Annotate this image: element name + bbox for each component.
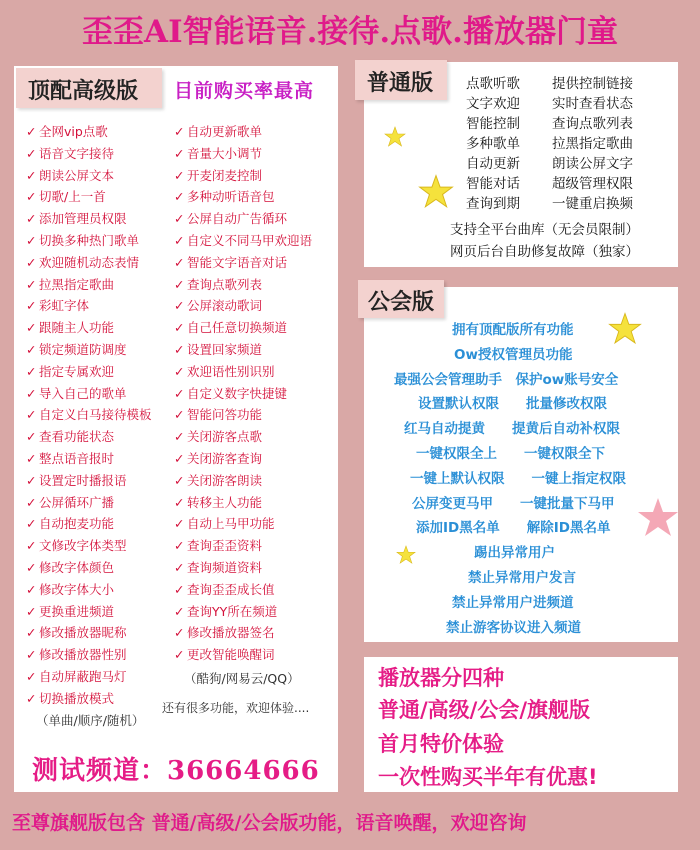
premium-feature-item — [174, 274, 312, 296]
premium-feature-item — [174, 121, 312, 143]
check-icon: ✓ — [26, 363, 37, 379]
check-icon: ✓ — [26, 145, 37, 161]
pink-star-icon — [636, 496, 680, 540]
guild-feature-line: 拥有顶配版所有功能 — [452, 322, 574, 338]
premium-feature-label: 添加管理员权限 — [39, 211, 127, 227]
premium-feature-label: 公屏滚动歌词 — [187, 298, 263, 314]
normal-feature-item: 多种歌单 — [466, 136, 520, 152]
player-types-line-4: 一次性购买半年有优惠! — [378, 765, 598, 789]
premium-feature-label: 彩虹字体 — [39, 298, 90, 314]
premium-feature-item — [26, 470, 152, 492]
premium-feature-item — [174, 230, 312, 252]
premium-feature-label: 设置回家频道 — [187, 341, 263, 357]
more-features-note: 还有很多功能，欢迎体验.... — [162, 701, 310, 715]
premium-feature-list-a — [26, 121, 152, 731]
premium-feature-item — [26, 535, 152, 557]
check-icon: ✓ — [174, 516, 185, 532]
premium-feature-item — [26, 426, 152, 448]
check-icon: ✓ — [174, 472, 185, 488]
premium-feature-label: （酷狗/网易云/QQ） — [184, 670, 300, 686]
premium-tab-label: 顶配高级版 — [16, 68, 162, 108]
premium-feature-item — [174, 557, 312, 579]
check-icon: ✓ — [174, 254, 185, 270]
premium-feature-item — [174, 513, 312, 535]
normal-feature-item: 智能控制 — [466, 116, 520, 132]
premium-feature-label: 切歌/上一首 — [39, 189, 106, 205]
guild-feature-line: 踢出异常用户 — [474, 545, 555, 562]
check-icon: ✓ — [174, 625, 185, 641]
normal-line-2: 网页后台自助修复故障（独家） — [450, 244, 639, 260]
check-icon: ✓ — [174, 407, 185, 423]
check-icon: ✓ — [174, 145, 185, 161]
premium-feature-item — [26, 404, 152, 426]
premium-feature-item — [174, 426, 312, 448]
check-icon: ✓ — [174, 538, 185, 554]
check-icon: ✓ — [174, 385, 185, 401]
yellow-star-icon — [608, 312, 642, 346]
premium-feature-item — [26, 361, 152, 383]
normal-feature-item: 文字欢迎 — [466, 96, 520, 112]
normal-feature-item: 朗读公屏文字 — [552, 156, 633, 172]
premium-feature-label: 自动屏蔽跑马灯 — [39, 668, 127, 684]
check-icon: ✓ — [26, 298, 37, 314]
premium-feature-label: 切换播放模式 — [39, 690, 115, 706]
premium-feature-label: 关闭游客朗读 — [187, 472, 263, 488]
premium-feature-item — [26, 601, 152, 623]
normal-feature-item: 查询点歌列表 — [552, 116, 633, 132]
normal-feature-item: 拉黑指定歌曲 — [552, 136, 633, 152]
premium-feature-label: 开麦闭麦控制 — [187, 167, 263, 183]
premium-feature-label: 自动更新歌单 — [187, 124, 263, 139]
premium-feature-item — [174, 404, 312, 426]
guild-feature-line: 红马自动提黄 提黄后自动补权限 — [404, 421, 620, 438]
premium-feature-item — [26, 143, 152, 165]
premium-feature-label: 欢迎语性别识别 — [187, 363, 275, 379]
premium-feature-label: 修改播放器性别 — [39, 647, 127, 663]
premium-feature-label: 锁定频道防调度 — [39, 341, 127, 357]
check-icon: ✓ — [26, 429, 37, 445]
check-icon: ✓ — [174, 429, 185, 445]
guild-tab-label: 公会版 — [358, 280, 444, 318]
premium-feature-item — [174, 622, 312, 644]
check-icon: ✓ — [174, 124, 185, 139]
guild-feature-line: 禁止异常用户发言 — [468, 570, 576, 586]
premium-feature-label: 指定专属欢迎 — [39, 363, 115, 379]
premium-feature-label: 转移主人功能 — [187, 494, 263, 510]
check-icon: ✓ — [174, 211, 185, 227]
premium-feature-item — [174, 361, 312, 383]
premium-feature-label: 导入自己的歌单 — [39, 385, 127, 401]
check-icon: ✓ — [174, 276, 185, 292]
premium-feature-label: 修改播放器昵称 — [39, 625, 127, 641]
premium-feature-label: 音量大小调节 — [187, 145, 263, 161]
premium-feature-item — [174, 295, 312, 317]
premium-feature-label: （单曲/顺序/随机） — [36, 712, 145, 728]
check-icon: ✓ — [26, 668, 37, 684]
premium-feature-item — [26, 186, 152, 208]
premium-feature-label: 修改字体大小 — [39, 581, 115, 597]
premium-feature-label: 公屏循环广播 — [39, 494, 115, 510]
premium-feature-item — [26, 557, 152, 579]
premium-feature-item — [26, 383, 152, 405]
guild-feature-line: 禁止异常用户进频道 — [452, 594, 574, 611]
normal-feature-item: 提供控制链接 — [552, 76, 633, 92]
premium-feature-item — [26, 492, 152, 514]
premium-feature-item — [26, 317, 152, 339]
check-icon: ✓ — [26, 538, 37, 554]
check-icon: ✓ — [174, 189, 185, 205]
premium-feature-item — [174, 339, 312, 361]
guild-feature-line: 设置默认权限 批量修改权限 — [418, 396, 607, 413]
check-icon: ✓ — [174, 647, 185, 663]
premium-feature-item — [174, 470, 312, 492]
premium-feature-item — [26, 121, 152, 143]
player-types-line-3: 首月特价体验 — [378, 732, 504, 756]
check-icon: ✓ — [26, 385, 37, 401]
check-icon: ✓ — [174, 320, 185, 336]
check-icon: ✓ — [174, 167, 185, 183]
player-types-line-1: 播放器分四种 — [378, 666, 504, 690]
normal-feature-item: 智能对话 — [466, 176, 520, 192]
premium-feature-label: 设置定时播报语 — [39, 472, 127, 488]
check-icon: ✓ — [26, 647, 37, 663]
premium-feature-label: 智能问答功能 — [187, 407, 263, 423]
check-icon: ✓ — [26, 124, 37, 139]
premium-feature-label: 自定义数字快捷键 — [187, 385, 288, 401]
premium-feature-label: 欢迎随机动态表情 — [39, 254, 140, 270]
guild-feature-line: 一键权限全上 一键权限全下 — [416, 446, 605, 462]
normal-feature-grid — [466, 74, 662, 214]
premium-feature-item — [26, 448, 152, 470]
premium-feature-item — [174, 448, 312, 470]
check-icon: ✓ — [26, 581, 37, 597]
guild-feature-line: 最强公会管理助手 保护ow账号安全 — [394, 371, 619, 388]
premium-feature-label: 整点语音报时 — [39, 450, 115, 466]
check-icon: ✓ — [174, 363, 185, 379]
premium-feature-item — [26, 513, 152, 535]
premium-feature-item — [26, 295, 152, 317]
premium-feature-label: 多种动听语音包 — [187, 189, 275, 205]
normal-feature-item: 点歌听歌 — [466, 76, 520, 92]
test-channel: 测试频道：36664666 — [32, 756, 320, 786]
guild-feature-line: 一键上默认权限 一键上指定权限 — [410, 470, 626, 487]
premium-feature-label: 查询YY所在频道 — [187, 603, 278, 619]
premium-feature-item — [26, 165, 152, 187]
check-icon: ✓ — [26, 559, 37, 575]
check-icon: ✓ — [26, 341, 37, 357]
premium-feature-label: 智能文字语音对话 — [187, 254, 288, 270]
premium-feature-item — [174, 208, 312, 230]
check-icon: ✓ — [26, 232, 37, 248]
check-icon: ✓ — [26, 450, 37, 466]
check-icon: ✓ — [26, 276, 37, 292]
guild-feature-line: 添加ID黑名单 解除ID黑名单 — [416, 520, 611, 537]
check-icon: ✓ — [26, 254, 37, 270]
page-title: 歪歪AI智能语音.接待.点歌.播放器门童 — [82, 14, 618, 50]
premium-feature-item — [26, 252, 152, 274]
check-icon: ✓ — [26, 472, 37, 488]
premium-feature-label: 更换重进频道 — [39, 603, 115, 619]
premium-feature-label: 跟随主人功能 — [39, 320, 115, 336]
premium-feature-label: 修改字体颜色 — [39, 559, 115, 575]
premium-feature-item — [26, 579, 152, 601]
premium-feature-item — [174, 143, 312, 165]
premium-feature-item — [26, 208, 152, 230]
premium-feature-item — [174, 186, 312, 208]
check-icon: ✓ — [174, 232, 185, 248]
premium-feature-item — [174, 535, 312, 557]
premium-feature-label: 切换多种热门歌单 — [39, 232, 140, 248]
player-types-line-2: 普通/高级/公会/旗舰版 — [378, 698, 591, 722]
check-icon: ✓ — [174, 298, 185, 314]
check-icon: ✓ — [26, 189, 37, 205]
premium-feature-item — [26, 274, 152, 296]
yellow-star-icon — [396, 545, 416, 565]
check-icon: ✓ — [26, 167, 37, 183]
premium-feature-item — [174, 644, 312, 666]
check-icon: ✓ — [26, 690, 37, 706]
premium-feature-item — [174, 668, 312, 690]
check-icon: ✓ — [26, 494, 37, 510]
premium-feature-label: 文修改字体类型 — [39, 538, 127, 554]
check-icon: ✓ — [26, 625, 37, 641]
premium-feature-item — [174, 252, 312, 274]
normal-feature-item: 自动更新 — [466, 156, 520, 172]
premium-feature-label: 查询歪歪成长值 — [187, 581, 275, 597]
premium-feature-label: 查看功能状态 — [39, 429, 115, 445]
premium-feature-item — [26, 230, 152, 252]
normal-feature-item: 超级管理权限 — [552, 176, 633, 192]
premium-feature-list-b — [174, 121, 312, 690]
premium-feature-label: 自己任意切换频道 — [187, 320, 288, 336]
check-icon: ✓ — [174, 559, 185, 575]
premium-feature-item — [26, 644, 152, 666]
premium-feature-label: 自定义白马接待模板 — [39, 407, 152, 423]
check-icon: ✓ — [26, 407, 37, 423]
check-icon: ✓ — [174, 603, 185, 619]
premium-feature-label: 查询频道资料 — [187, 559, 263, 575]
yellow-star-icon — [418, 174, 454, 210]
check-icon: ✓ — [26, 320, 37, 336]
premium-feature-item — [26, 666, 152, 688]
premium-feature-label: 修改播放器签名 — [187, 625, 275, 641]
premium-feature-label: 自动抱麦功能 — [39, 516, 115, 532]
premium-feature-item — [174, 601, 312, 623]
footer-note: 至尊旗舰版包含 普通/高级/公会版功能，语音唤醒，欢迎咨询 — [12, 812, 527, 834]
premium-feature-item — [174, 165, 312, 187]
premium-feature-item — [26, 710, 152, 732]
normal-feature-item: 查询到期 — [466, 196, 520, 212]
check-icon: ✓ — [26, 516, 37, 532]
premium-feature-item — [174, 317, 312, 339]
premium-feature-label: 朗读公屏文本 — [39, 167, 115, 183]
premium-feature-item — [26, 688, 152, 710]
check-icon: ✓ — [174, 341, 185, 357]
premium-feature-label: 自定义不同马甲欢迎语 — [187, 232, 313, 248]
normal-feature-item: 一键重启换频 — [552, 196, 633, 212]
normal-line-1: 支持全平台曲库（无会员限制） — [450, 222, 639, 238]
premium-feature-label: 关闭游客查询 — [187, 450, 263, 466]
premium-feature-label: 更改智能唤醒词 — [187, 647, 275, 663]
premium-feature-label: 关闭游客点歌 — [187, 429, 263, 445]
premium-feature-item — [26, 622, 152, 644]
premium-feature-item — [174, 579, 312, 601]
guild-feature-line: 公屏变更马甲 一键批量下马甲 — [412, 495, 615, 512]
check-icon: ✓ — [26, 211, 37, 227]
premium-feature-item — [174, 492, 312, 514]
normal-tab-label: 普通版 — [355, 60, 447, 100]
guild-feature-line: Ow授权管理员功能 — [454, 346, 573, 363]
premium-feature-label: 自动上马甲功能 — [187, 516, 275, 532]
check-icon: ✓ — [174, 581, 185, 597]
check-icon: ✓ — [174, 450, 185, 466]
premium-feature-item — [174, 383, 312, 405]
premium-feature-item — [26, 339, 152, 361]
premium-feature-label: 全网vip点歌 — [39, 124, 108, 139]
purchase-rate-note: 目前购买率最高 — [174, 80, 315, 102]
premium-feature-label: 查询点歌列表 — [187, 276, 263, 292]
premium-feature-label: 语音文字接待 — [39, 145, 115, 161]
check-icon: ✓ — [174, 494, 185, 510]
premium-feature-label: 公屏自动广告循环 — [187, 211, 288, 227]
check-icon: ✓ — [26, 603, 37, 619]
premium-feature-label: 查询歪歪资料 — [187, 538, 263, 554]
normal-feature-item: 实时查看状态 — [552, 96, 633, 112]
yellow-star-icon — [384, 126, 406, 148]
guild-feature-line: 禁止游客协议进入频道 — [446, 619, 581, 636]
premium-feature-label: 拉黑指定歌曲 — [39, 276, 115, 292]
